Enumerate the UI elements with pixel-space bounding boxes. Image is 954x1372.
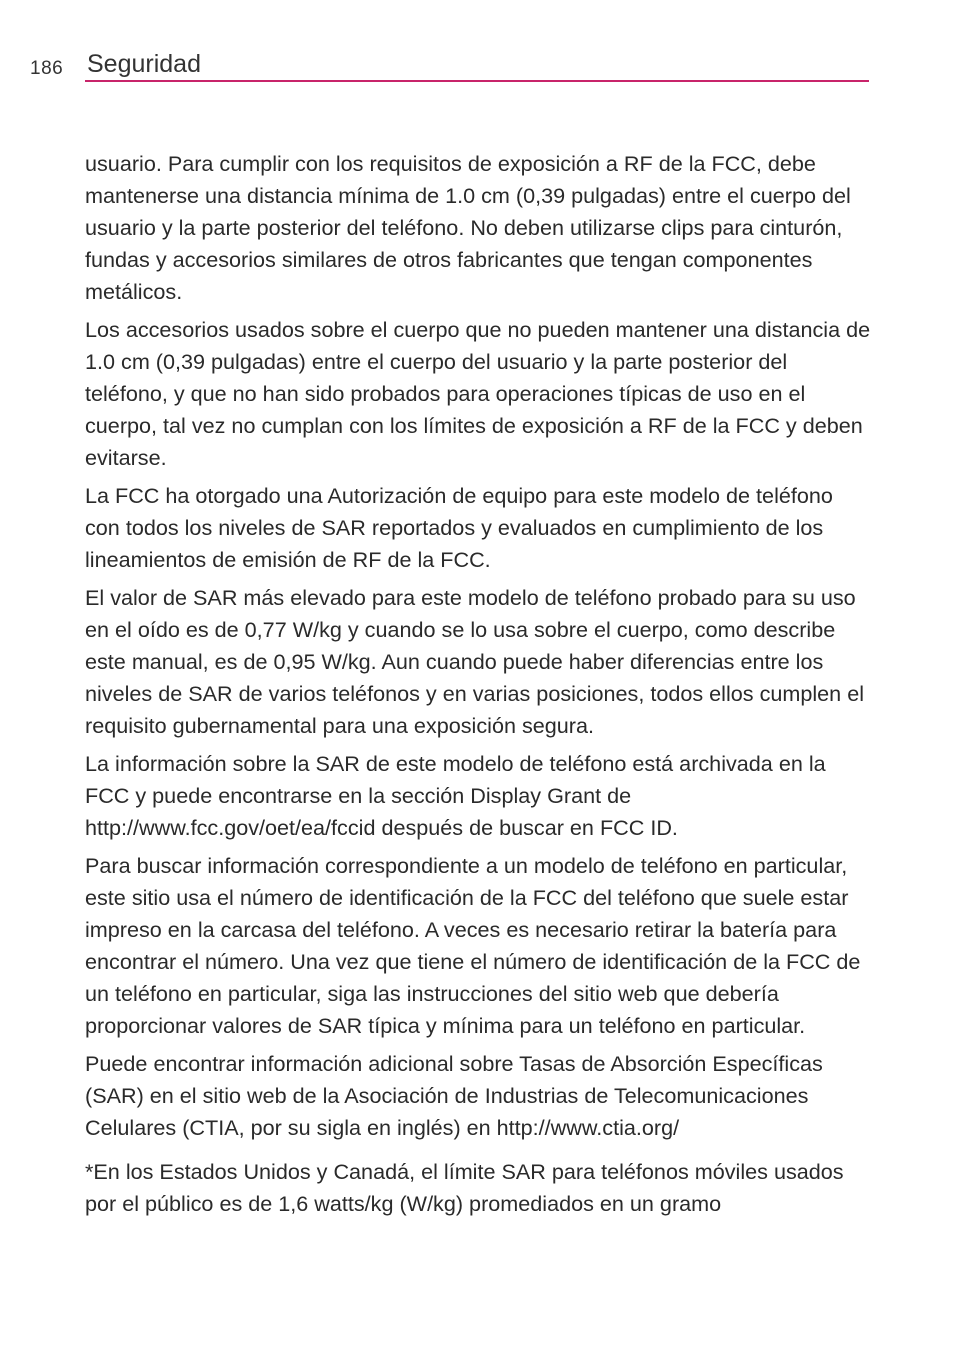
page-number: 186 — [30, 58, 64, 79]
paragraph-exposure-distance: usuario. Para cumplir con los requisitos de exposición a RF de la FCC, debe mantenerse una distancia mínima de 1.0 cm (0,39 pulgadas) entre el cuerpo del usuario y la parte posterior del teléfono. No deben utilizarse clips para cinturón, fundas y accesorios similares de otros fabricantes que tengan componentes metálicos. — [85, 151, 851, 304]
paragraph-equipment-authorization: La FCC ha otorgado una Autorización de equipo para este modelo de teléfono con todos los niveles de SAR reportados y evaluados en cumplimiento de los lineamientos de emisión de RF de la FCC. — [85, 483, 833, 572]
paragraph-fcc-id-lookup: Para buscar información correspondiente a un modelo de teléfono en particular, este sitio usa el número de identificación de la FCC del teléfono que suele estar impreso en la carcasa del teléfono. A veces es necesario retirar la batería para encontrar el número. Una vez que tiene el número de identificación de la FCC de un teléfono en particular, siga las instrucciones del sitio web que debería proporcionar valores de SAR típica y mínima para un teléfono en particular. — [85, 853, 861, 1038]
footnote-sar-limit: *En los Estados Unidos y Canadá, el límite SAR para teléfonos móviles usados por el público es de 1,6 watts/kg (W/kg) promediados en un gramo — [85, 1159, 844, 1216]
section-title: Seguridad — [87, 50, 201, 78]
header-divider — [85, 80, 869, 82]
paragraph-body-accessories: Los accesorios usados sobre el cuerpo que no pueden mantener una distancia de 1.0 cm (0,39 pulgadas) entre el cuerpo del usuario y la parte posterior del teléfono, y que no han sido probados para operaciones típicas de uso en el cuerpo, tal vez no cumplan con los límites de exposición a RF de la FCC y deben evitarse. — [85, 317, 871, 470]
paragraph-sar-values: El valor de SAR más elevado para este modelo de teléfono probado para su uso en el oído es de 0,77 W/kg y cuando se lo usa sobre el cuerpo, como describe este manual, es de 0,95 W/kg. Aun cuando puede haber diferencias entre los niveles de SAR de varios teléfonos y en varias posiciones, todos ellos cumplen el requisito gubernamental para una exposición segura. — [85, 585, 864, 738]
body-text — [85, 148, 871, 1226]
paragraph-fcc-filing: La información sobre la SAR de este modelo de teléfono está archivada en la FCC y puede encontrarse en la sección Display Grant de http://www.fcc.gov/oet/ea/fccid después de buscar en FCC ID. — [85, 751, 826, 840]
paragraph-ctia-info: Puede encontrar información adicional sobre Tasas de Absorción Específicas (SAR) en el sitio web de la Asociación de Industrias de Telecomunicaciones Celulares (CTIA, por su sigla en inglés) en http://www.ctia.org/ — [85, 1051, 823, 1140]
